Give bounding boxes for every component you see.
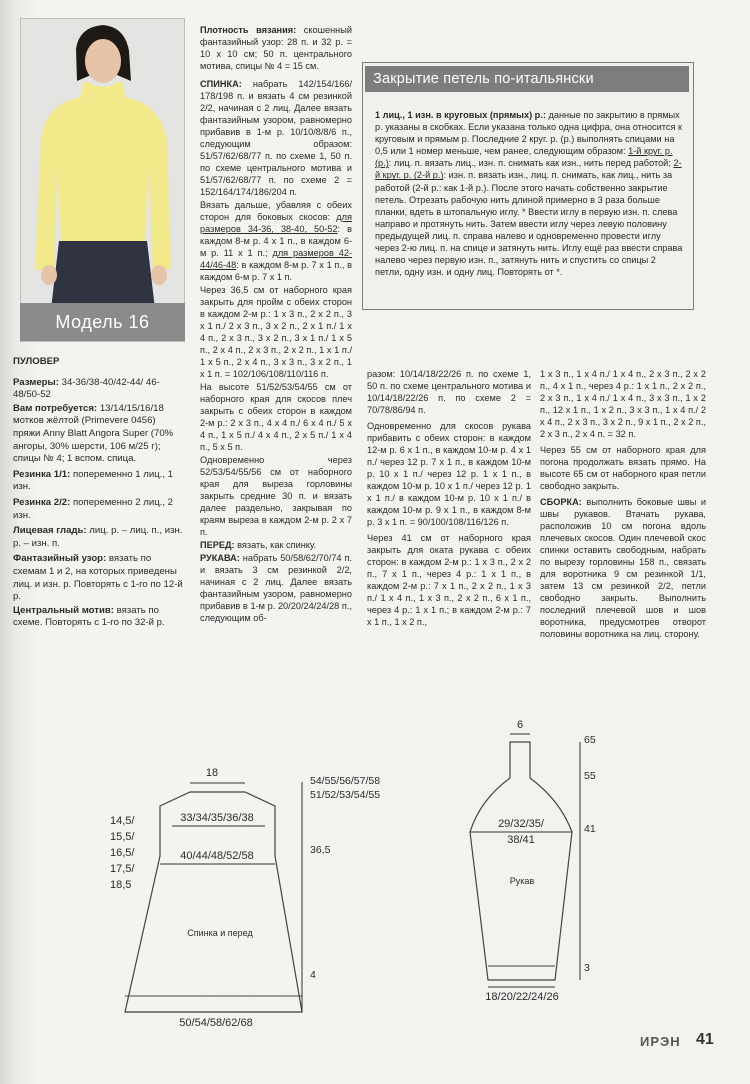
- front-text: вязать, как спинку.: [237, 540, 317, 550]
- rib11-label: Резинка 1/1:: [13, 468, 71, 480]
- armhole-label-4: 17,5/: [110, 863, 135, 875]
- back-sizes-group-2: для размеров 42-44/46-48: [200, 248, 352, 270]
- box-text: [375, 109, 683, 278]
- sleeve-pattern-diagram: [420, 700, 620, 1020]
- back-text-6: На высоте 51/52/53/54/55 см от наборного края для скосов плеч закрыть с обеих сторон в каждом 2-м р.: 2 х 3 п., 4 х 4 п./ 6 х 4 п./ 5 х 4 п., 1 х 5 п./ 4 х 4 п., 2 х 5 п./ 1 х 4 п., 5 х 5 п.: [200, 382, 352, 452]
- back-text-2: Вязать дальше, убавляя с обеих сторон для боковых скосов:: [200, 200, 352, 222]
- col3-text-1: разом: 10/14/18/22/26 п. по схеме 1, 50 п. по схеме центрального мотива и 10/14/18/22/26 п. по схеме 2 = 70/78/86/94 п.: [367, 369, 531, 415]
- height-armhole-label: 36,5: [310, 844, 331, 856]
- fancy-pattern-text: вязать по схемам 1 и 2, на которых приведены лиц. и изн. р. Повторять с 1-го по 12-й р.: [13, 553, 183, 603]
- sleeve-bottom-width-label: 18/20/22/24/26: [485, 991, 559, 1003]
- box-text-2: : лиц. п. вязать лиц., изн. п. снимать как изн., нить перед работой;: [388, 158, 671, 169]
- sleeve-top-width-label: 6: [516, 719, 524, 731]
- sizes-text: 34-36/38-40/42-44/ 46-48/50-52: [13, 376, 160, 401]
- box-text-3: : изн. п. вязать изн., лиц. п. снимать, как лиц., нить за работой (2-й р.: как 1-й р.). После этого начать собственно закрытие петель. Отрезать рабочую нить длиной примерно в 3 раза больше планки, вдеть в штопальную иглу. * Ввести иглу в первую изн. п. слева направо и протянуть нить. Затем ввести иглу через левую половину предыдущей лиц. п. справа налево и одновременно провести иглу через 2-ю лиц. п. на спице и затянуть нить. Иглу ещё раз ввести справа налево через первую изн. п., затянуть нить и спустить со спицы 2 петли, одну изн. и одну лиц. Повторять от *.: [375, 170, 683, 278]
- column-4: [540, 368, 706, 641]
- sleeve-height-3: 3: [584, 962, 590, 974]
- bottom-width-label: 50/54/58/62/68: [179, 1017, 253, 1029]
- sleeve-piece-label: Рукав: [509, 876, 535, 886]
- sleeve-outline: [470, 742, 572, 980]
- sleeve-height-65: 65: [584, 734, 596, 746]
- front-label: ПЕРЕД:: [200, 540, 235, 550]
- body-piece-label: Спинка и перед: [187, 928, 253, 938]
- model-photo: [20, 18, 185, 342]
- central-motif-text: вязать по схеме. Повторять с 1-го по 32-й р.: [13, 604, 165, 629]
- page-number: 41: [696, 1031, 714, 1048]
- model-illustration: [21, 19, 184, 341]
- density-text: скошенный фантазийный узор: 28 п. и 32 р. = 10 х 10 см; 50 п. центрального мотива, спицы № 4 = 15 см.: [200, 25, 352, 71]
- stockinette-text: лиц. р. – лиц. п., изн. р. – изн. п.: [13, 525, 183, 549]
- box-underline-2: 2-й круг. р. (2-й р.): [375, 158, 682, 181]
- left-hand-shape: [41, 265, 57, 285]
- box-bold-lead: 1 лиц., 1 изн. в круговых (прямых) р.:: [375, 110, 546, 120]
- central-motif-label: Центральный мотив:: [13, 604, 114, 616]
- armhole-label-2: 15,5/: [110, 831, 135, 843]
- rib22-text: попеременно 2 лиц., 2 изн.: [13, 496, 174, 521]
- back-text-4: : в каждом 8-м р. 7 х 1 п., в каждом 6-м р. 7 х 1 п.: [200, 260, 352, 282]
- sleeve-label: РУКАВА:: [200, 553, 240, 563]
- back-text-3: : в каждом 8-м р. 4 х 1 п., в каждом 6-м р. 11 х 1 п.;: [200, 224, 352, 258]
- rib11-text: попеременно 1 лиц., 1 изн.: [13, 468, 174, 493]
- box-underline-1: 1-й круг. р. (р.): [375, 146, 673, 169]
- column-2: [200, 24, 352, 625]
- garment-title: ПУЛОВЕР: [13, 356, 60, 367]
- magazine-brand: ИРЭН: [640, 1034, 681, 1049]
- shoulder-width-label: 33/34/35/36/38: [180, 812, 254, 824]
- stockinette-label: Лицевая гладь:: [13, 525, 87, 537]
- sleeve-cap-width-label-2: 38/41: [507, 834, 535, 846]
- back-sizes-group-1: для размеров 34-36, 38-40, 50-52: [200, 212, 352, 234]
- col4-text-1: 1 х 3 п., 1 х 4 п./ 1 х 4 п., 2 х 3 п., 2 х 2 п., 4 х 1 п., через 4 р.: 1 х 1 п., 2 х 2 п., 2 х 3 п., 1 х 4 п./ 1 х 4 п., 3 х 3 п., 1 х 2 п., 12 х 1 п., 1 х 2 п., 3 х 3 п., 1 х 4 п./ 2 х 4 п., 2 х 3 п., 3 х 2 п., 9 х 1 п., 2 х 2 п., 2 х 3 п., 2 х 4 п. = 32 п.: [540, 369, 706, 439]
- col3-text-3: Через 41 см от наборного края закрыть для оката рукава с обеих сторон: в каждом 2-м р.: 1 х 3 п., 2 х 2 п., 7 х 1 п., через 4 р.: 1 х 1 п., в каждом 2-м р.: 7 х 1 п., 2 х 2 п., 1 х 3 п./ 1 х 4 п., 1 х 3 п., 2 х 2 п., 6 х 1 п., через 4 р.: 1 х 1 п.; в каждом 2-м р.: 7 х 1 п., 1 х 2 п.,: [367, 533, 531, 627]
- height-rib-label: 4: [310, 969, 316, 981]
- fancy-pattern-label: Фантазийный узор:: [13, 553, 107, 565]
- back-label: СПИНКА:: [200, 79, 242, 89]
- armhole-label-3: 16,5/: [110, 847, 135, 859]
- col4-text-2: Через 55 см от наборного края для погона продолжать вязать прямо. На высоте 65 см от наборного края петли свободно закрыть.: [540, 445, 706, 491]
- skirt-shape: [51, 241, 155, 309]
- density-label: Плотность вязания:: [200, 25, 297, 35]
- box-title: Закрытие петель по-итальянски: [365, 66, 689, 92]
- model-caption: Модель 16: [20, 303, 185, 341]
- needed-label: Вам потребуется:: [13, 402, 98, 414]
- back-text-7: Одновременно через 52/53/54/55/56 см от наборного края для выреза горловины закрыть средние 30 п. и вязать далее раздельно, закрывая по краям выреза в каждом 2-м р. 2 х 7 п.: [200, 455, 352, 537]
- box-text-1: данные по закрытию в прямых р. указаны в скобках. Если указана только одна цифра, она относится к круговым и прямым р. Последние 2 круг. р. (р.) выполнять спицами на 0,5 или 1 номер меньше, чем ранее, следующим образом:: [375, 110, 683, 157]
- height-top-label-2: 51/52/53/54/55: [310, 789, 381, 801]
- sizes-label: Размеры:: [13, 376, 59, 388]
- back-text-1: набрать 142/154/166/ 178/198 п. и вязать 4 см резинкой 2/2, начиная с 2 лиц. Далее вязать фантазийным узором, равномерно прибавив в 1-м р. 10/10/8/8/6 п., следующим образом: 51/57/62/68/77 п. по схеме 1, 50 п. по схеме центрального мотива и 51/57/62/68/77 п. по схеме 2 = 152/164/174/186/204 п.: [200, 79, 352, 197]
- column-3: [367, 368, 531, 629]
- back-text-5: Через 36,5 см от наборного края закрыть для пройм с обеих сторон в каждом 2-м р.: 1 х 3 п., 2 х 2 п., 3 х 1 п./ 2 х 3 п., 3 х 2 п., 2 х 1 п./ 1 х 4 п., 2 х 3 п., 3 х 2 п., 3 х 1 п./ 1 х 5 п., 2 х 4 п., 2 х 3 п., 2 х 2 п., 1 х 1 п./ 1 х 5 п., 2 х 4 п., 3 х 3 п., 3 х 2 п., 1 х 1 п. = 102/106/108/110/116 п.: [200, 285, 352, 379]
- col3-text-2: Одновременно для скосов рукава прибавить с обеих сторон: в каждом 12-м р. 6 х 1 п., в каждом 10-м р. 4 х 1 п./ через 12 р. 7 х 1 п., в каждом 10-м р. 10 х 1 п./ через 12 р. 1 х 1 п., в каждом 10-м р. 10 х 1 п./ через 12 р. 1 х 1 п./ в каждом 10-м р. 10 х 1 п./ в каждом 10-м р. 9 х 1 п., в каждом 8-м р. 3 х 1 п. = 90/100/108/116/126 п.: [367, 421, 531, 527]
- body-pattern-diagram: [0, 700, 420, 1040]
- sleeve-cap-width-label-1: 29/32/35/: [498, 818, 544, 830]
- assembly-label: СБОРКА:: [540, 497, 582, 507]
- needed-text: 13/14/15/16/18 мотков жёлтой (Primevere 0456) пряжи Anny Blatt Angora Super (70% ангоры, 30% шерсти, 106 м/25 г); спицы № 4; 1 вспом. спица.: [13, 402, 174, 465]
- height-top-label-1: 54/55/56/57/58: [310, 775, 381, 787]
- right-hand-shape: [151, 265, 167, 285]
- sleeve-height-41: 41: [584, 823, 596, 835]
- column-1: [13, 356, 183, 631]
- chest-width-label: 40/44/48/52/58: [180, 850, 254, 862]
- rib22-label: Резинка 2/2:: [13, 496, 71, 508]
- body-outline: [125, 792, 302, 1012]
- face-shape: [85, 39, 121, 83]
- armhole-label-1: 14,5/: [110, 815, 135, 827]
- sleeve-text: набрать 50/58/62/70/74 п. и вязать 3 см резинкой 2/2, начиная с 2 лиц. Далее вязать фантазийным узором, равномерно прибавив в 1-м р. 20/20/24/24/28 п., следующим об-: [200, 553, 352, 623]
- italian-bindoff-box: [362, 62, 694, 310]
- sleeve-height-55: 55: [584, 770, 596, 782]
- armhole-label-5: 18,5: [110, 879, 132, 891]
- neck-width-label: 18: [205, 767, 219, 779]
- assembly-text: выполнить боковые швы и швы рукавов. Втачать рукава, расположив 10 см погона вдоль плечевых скосов. Один плечевой скос спинки оставить свободным, набрать по вырезу горловины 158 п., связать для воротника 9 см резинкой 1/1, затем 13 см резинкой 2/2, петли свободно закрыть. Выполнить последний плечевой шов и шов воротника, предусмотрев отворот половины воротника на лиц. сторону.: [540, 497, 706, 639]
